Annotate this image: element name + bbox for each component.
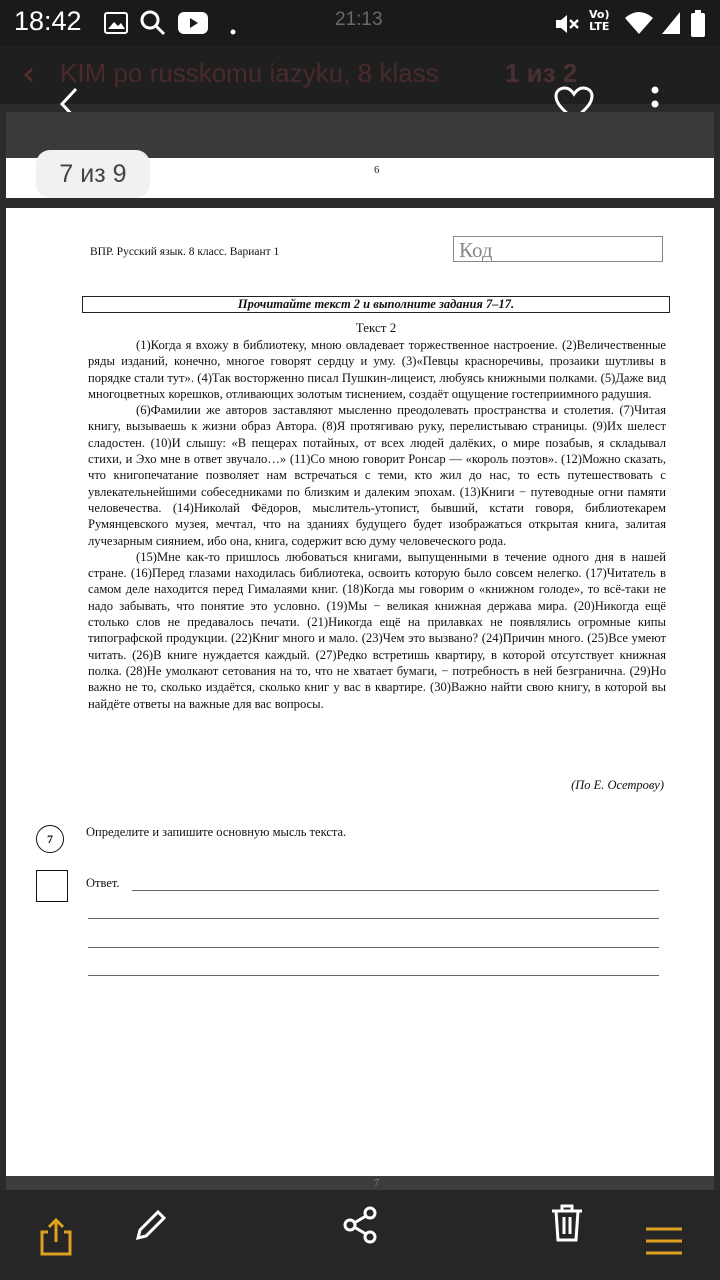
volte-icon: Vo) LTE — [589, 8, 610, 33]
reading-text — [88, 337, 666, 712]
text-title: Текст 2 — [355, 320, 397, 335]
author-citation: (По Е. Осетрову) — [571, 778, 664, 792]
paragraph: (6)Фамилии же авторов заставляют мысленно преодолевать пространства и столетия. (7)Читая книгу, вызываешь к жизни образ Автора. (8)Я протягиваю руку, перелистываю страницы. (9)Их шелест сладостен. (10)И слышу: «В пещерах потайных, от всех людей далёких, о мире позабыв, я складывал стихи, и Эхо мне в ответ звучало…» (11)Со мною говорит Ронсар — «король поэтов». (12)Можно сказать, что книгопечатание позволяет нам встречаться с теми, кто жил до нас, то есть путешествовать с увлекательнейшими собеседниками по близким и далеким эпохам. (13)Книги − путеводные огни памяти человечества. (14)Николай Фёдоров, мыслитель-утопист, бывший, кстати говоря, библиотекарем Румянцевского музея, мечтал, что на зданиях будущего будет изображаться открытая книга, залитая лучезарным сиянием, ибо она, книга, содержит всю думу человеческого рода. — [88, 403, 666, 548]
status-bar — [0, 0, 720, 46]
next-page-number: 7 — [374, 1178, 379, 1189]
exam-header: ВПР. Русский язык. 8 класс. Вариант 1 — [90, 246, 280, 258]
search-icon — [140, 10, 166, 40]
code-field: Код — [453, 236, 663, 262]
answer-line — [88, 918, 659, 919]
signal-icon — [660, 10, 682, 40]
task-text: Определите и запишите основную мысль текста. — [86, 825, 347, 839]
share-icon[interactable] — [342, 1206, 378, 1248]
previous-page-number: 6 — [374, 164, 380, 176]
more-dots-icon — [230, 20, 242, 39]
answer-label: Ответ. — [86, 876, 120, 890]
list-icon[interactable] — [644, 1226, 684, 1260]
answer-box — [36, 870, 68, 902]
page-gap — [6, 198, 714, 208]
answer-line — [132, 890, 659, 891]
answer-line — [88, 975, 659, 976]
instruction-box: Прочитайте текст 2 и выполните задания 7–17. — [82, 296, 670, 313]
ghost-back-icon: ‹ — [22, 54, 36, 94]
document-page — [6, 208, 714, 1176]
trash-icon[interactable] — [550, 1204, 584, 1246]
status-time: 18:42 — [14, 6, 82, 36]
paragraph: (15)Мне как-то пришлось любоваться книгами, выпущенными в течение одного дня в нашей стране. (16)Перед глазами находилась библиотека, освоить которую было совсем нелегко. (17)Читатель в самом деле находится перед Гималаями книг. (18)Когда мы говорим о «книжном голоде», то всё-таки не надо забывать, что понятие это условно. (19)Мы − великая книжная держава мира. (20)Никогда ещё столько слов не предавалось печати. (21)Никогда ещё на прилавках не появлялись огромные кипы типографской продукции. (22)Книг много и мало. (23)Чем это вызвано? (24)Причин много. (25)Все умеют читать. (26)В книге нуждается каждый. (27)Редко встретишь квартиру, в которой отсутствует книжная полка. (28)Не умолкают сетования на то, что не хватает бумаги, − потребность в ней безгранична. (29)Но важно не то, сколько издаётся, сколько книг у вас в квартире. (30)Важно найти свою книгу, в которой вы найдёте ответы на важные для вас вопросы. — [88, 549, 666, 711]
paragraph: (1)Когда я вхожу в библиотеку, мною овладевает торжественное настроение. (2)Величественные ряды изданий, конечно, многое говорят сердцу и уму. (3)«Певцы красноречивы, прозаики шутливы в порядке стали тут». (4)Так восторженно писал Пушкин-лицеист, любуясь книжными полками. (5)Даже вид многоцветных корешков, отливающих золотым тиснением, создаёт ощущение гостеприимного радушия. — [88, 338, 666, 401]
battery-icon — [690, 10, 706, 42]
wifi-icon — [624, 10, 654, 40]
gallery-icon — [104, 12, 128, 38]
page-indicator: 7 из 9 — [36, 150, 150, 198]
task-number: 7 — [36, 825, 64, 853]
mute-icon — [554, 12, 580, 40]
ghost-count: 1 из 2 — [505, 58, 578, 88]
answer-line — [88, 947, 659, 948]
ghost-time: 21:13 — [335, 9, 383, 30]
bottom-toolbar — [0, 1190, 720, 1280]
share-export-icon[interactable] — [38, 1218, 74, 1260]
ghost-title: KIM po russkomu iazyku, 8 klass — [60, 58, 439, 88]
edit-pencil-icon[interactable] — [134, 1206, 170, 1246]
youtube-icon — [178, 12, 208, 38]
